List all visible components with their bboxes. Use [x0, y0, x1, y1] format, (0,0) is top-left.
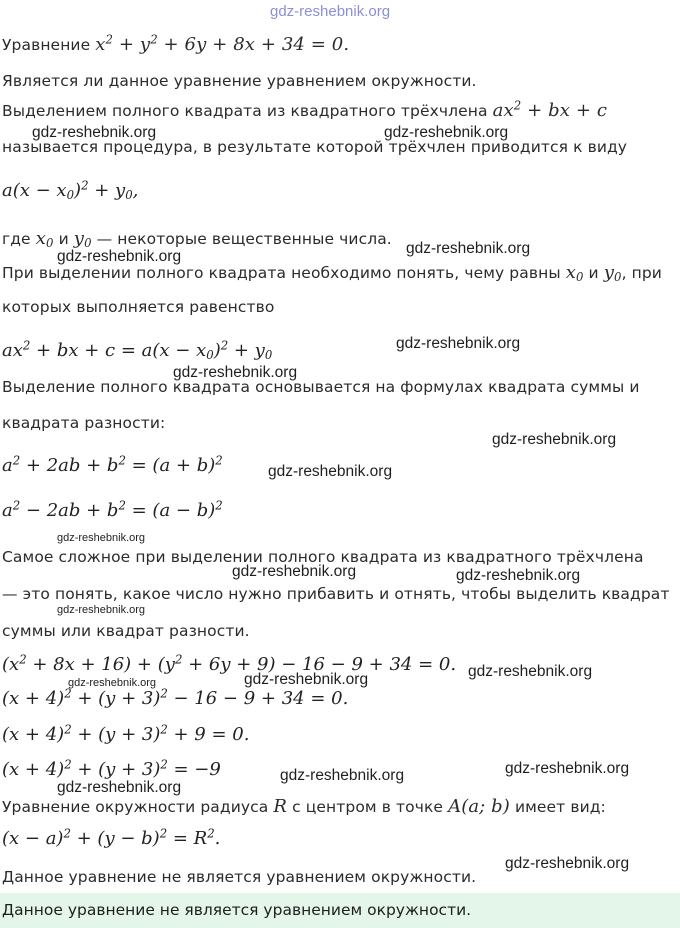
hard-line-1: Самое сложное при выделении полного квадрата из квадратного трёхчлена	[2, 548, 644, 566]
need-line-2: которых выполняется равенство	[2, 298, 275, 316]
definition-line-1: Выделением полного квадрата из квадратного трёхчлена $ax^2$ + bx + c	[2, 98, 608, 121]
answer-text: Данное уравнение не является уравнением окружности.	[2, 901, 472, 919]
hard-line-3: суммы или квадрат разности.	[2, 622, 250, 640]
conclusion-text: Данное уравнение не является уравнением окружности.	[2, 868, 477, 886]
watermark: gdz-reshebnik.org	[384, 124, 509, 141]
step-2: $(x + 4)^2 + (y + 3)^2 - 16 - 9 + 34 = 0$.	[2, 686, 349, 709]
watermark: gdz-reshebnik.org	[505, 855, 630, 872]
watermark: gdz-reshebnik.org	[32, 124, 157, 141]
equation-line	[2, 34, 349, 55]
watermark: gdz-reshebnik.org	[268, 463, 393, 480]
definition-line-2: называется процедура, в результате которой трёхчлен приводится к виду	[2, 138, 628, 156]
watermark: gdz-reshebnik.org	[57, 248, 182, 265]
given-equation: $x^2 + y^2 + 6y + 8x + 34 = 0$.	[95, 32, 350, 55]
watermark: gdz-reshebnik.org	[396, 335, 521, 352]
watermark: gdz-reshebnik.org	[57, 779, 182, 796]
step-3: $(x + 4)^2 + (y + 3)^2 + 9 = 0$.	[2, 722, 250, 745]
watermark: gdz-reshebnik.org	[57, 532, 146, 544]
circle-equation: $(x - a)^2 + (y - b)^2 = R^2$.	[2, 826, 221, 849]
question-text: Является ли данное уравнение уравнением окружности.	[2, 72, 477, 90]
square-diff-formula: $a^2 - 2ab + b^2 = (a - b)^2$	[2, 498, 223, 521]
step-1: $(x^2 + 8x + 16) + (y^2 + 6y + 9) - 16 - 9 + 34 = 0$.	[2, 652, 457, 675]
trinomial-formula: $ax^2$ + bx + c	[492, 98, 608, 121]
equation-label: Уравнение	[2, 36, 91, 54]
where-line: где $x_0$ и $y_0$ — некоторые вещественные числа.	[2, 228, 392, 250]
watermark: gdz-reshebnik.org	[492, 431, 617, 448]
step-4: $(x + 4)^2 + (y + 3)^2 = -9$	[2, 757, 221, 780]
watermark-top: gdz-reshebnik.org	[270, 3, 391, 20]
hard-line-2: — это понять, какое число нужно прибавить и отнять, чтобы выделить квадрат	[2, 585, 670, 603]
answer-box	[0, 893, 680, 928]
basis-line-1: Выделение полного квадрата основывается на формулах квадрата суммы и	[2, 378, 640, 396]
circle-line: Уравнение окружности радиуса R с центром в точке A(a; b) имеет вид:	[2, 796, 606, 817]
basis-line-2: квадрата разности:	[2, 414, 166, 432]
watermark: gdz-reshebnik.org	[244, 671, 369, 688]
need-line-1: При выделении полного квадрата необходимо понять, чему равны $x_0$ и $y_0$, при	[2, 262, 662, 284]
watermark: gdz-reshebnik.org	[406, 240, 531, 257]
square-sum-formula: $a^2 + 2ab + b^2 = (a + b)^2$	[2, 453, 223, 476]
watermark: gdz-reshebnik.org	[280, 767, 405, 784]
watermark: gdz-reshebnik.org	[468, 663, 593, 680]
watermark: gdz-reshebnik.org	[505, 760, 630, 777]
watermark: gdz-reshebnik.org	[456, 567, 581, 584]
vertex-form: $a(x - x_0)^2 + y_0$,	[2, 178, 139, 202]
watermark: gdz-reshebnik.org	[173, 364, 298, 381]
watermark: gdz-reshebnik.org	[68, 677, 157, 689]
watermark: gdz-reshebnik.org	[57, 604, 146, 616]
equality-formula: $ax^2$ + bx + $c = a(x - x_0)^2 + y_0$	[2, 338, 273, 362]
watermark: gdz-reshebnik.org	[232, 563, 357, 580]
